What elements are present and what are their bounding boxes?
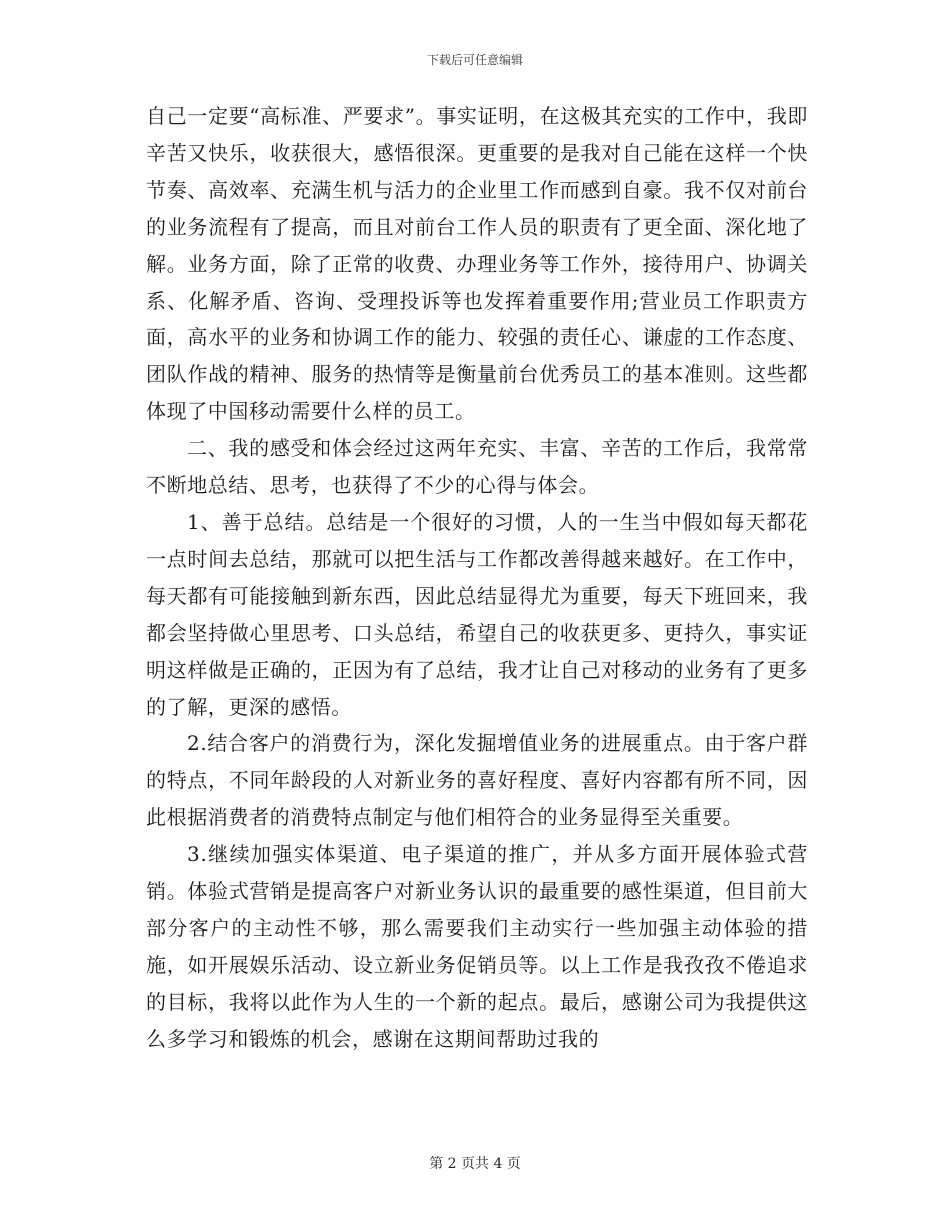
paragraph: 2.结合客户的消费行为，深化发掘增值业务的进展重点。由于客户群的特点，不同年龄段的人对新业务的喜好程度、喜好内容都有所不同，因此根据消费者的消费特点制定与他们相符合的业务显得至关重要。 xyxy=(146,731,808,830)
page-number-footer: 第 2 页共 4 页 xyxy=(429,1156,521,1172)
paragraph: 1、善于总结。总结是一个很好的习惯，人的一生当中假如每天都花一点时间去总结，那就可以把生活与工作都改善得越来越好。在工作中，每天都有可能接触到新东西，因此总结显得尤为重要，每天下班回来，我都会坚持做心里思考、口头总结，希望自己的收获更多、更持久，事实证明这样做是正确的，正因为有了总结，我才让自己对移动的业务有了更多的了解，更深的感悟。 xyxy=(146,509,808,719)
page-header-note: 下载后可任意编辑 xyxy=(426,53,523,67)
paragraph: 自己一定要“高标准、严要求”。事实证明，在这极其充实的工作中，我即辛苦又快乐，收获很大，感悟很深。更重要的是我对自己能在这样一个快节奏、高效率、充满生机与活力的企业里工作而感到自豪。我不仅对前台的业务流程有了提高，而且对前台工作人员的职责有了更全面、深化地了解。业务方面，除了正常的收费、办理业务等工作外，接待用户、协调关系、化解矛盾、咨询、受理投诉等也发挥着重要作用;营业员工作职责方面，高水平的业务和协调工作的能力、较强的责任心、谦虚的工作态度、团队作战的精神、服务的热情等是衡量前台优秀员工的基本准则。这些都体现了中国移动需要什么样的员工。 xyxy=(146,104,808,424)
paragraph: 二、我的感受和体会经过这两年充实、丰富、辛苦的工作后，我常常不断地总结、思考，也获得了不少的心得与体会。 xyxy=(146,436,808,498)
document-body xyxy=(146,98,808,1058)
paragraph: 3.继续加强实体渠道、电子渠道的推广，并从多方面开展体验式营销。体验式营销是提高客户对新业务认识的最重要的感性渠道，但目前大部分客户的主动性不够，那么需要我们主动实行一些加强主动体验的措施，如开展娱乐活动、设立新业务促销员等。以上工作是我孜孜不倦追求的目标，我将以此作为人生的一个新的起点。最后，感谢公司为我提供这么多学习和锻炼的机会，感谢在这期间帮助过我的 xyxy=(146,842,808,1051)
